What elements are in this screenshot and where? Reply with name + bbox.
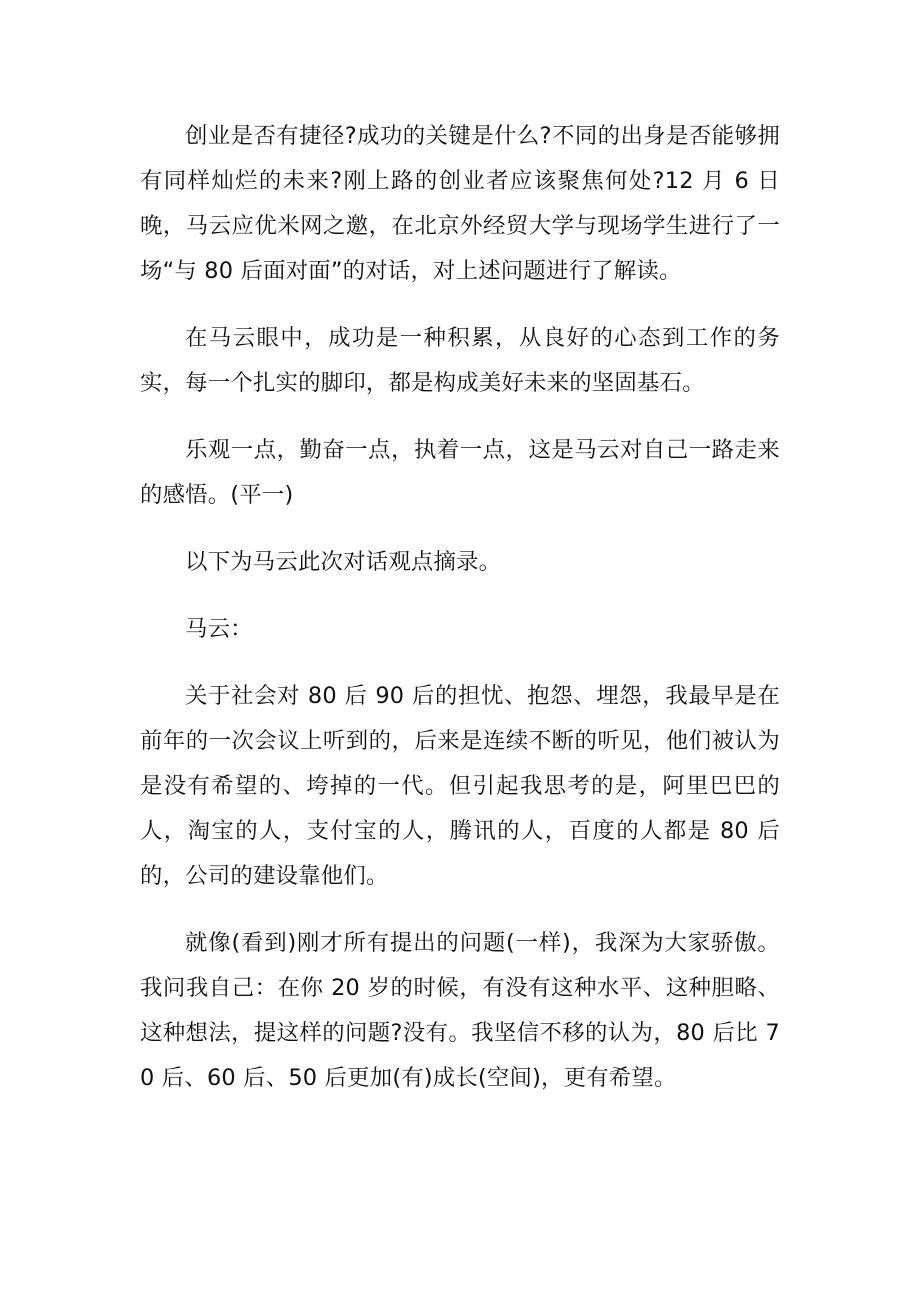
paragraph-insight: 乐观一点，勤奋一点，执着一点，这是马云对自己一路走来的感悟。(平一) — [140, 437, 780, 508]
speaker-label: 马云： — [185, 616, 253, 642]
paragraph-80s-concern: 关于社会对 80 后 90 后的担忧、抱怨、埋怨，我最早是在前年的一次会议上听到的，后来是连续不断的听见，他们被认为是没有希望的、垮掉的一代。但引起我思考的是，阿里巴巴的人，淘宝的人，支付宝的人，腾讯的人，百度的人都是 80 后的，公司的建设靠他们。 — [140, 683, 780, 889]
document-page — [140, 114, 780, 1123]
paragraph-intro: 创业是否有捷径?成功的关键是什么?不同的出身是否能够拥有同样灿烂的未来?刚上路的创业者应该聚焦何处?12 月 6 日晚，马云应优米网之邀，在北京外经贸大学与现场学生进行了一场“与 80 后面对面”的对话，对上述问题进行了解读。 — [140, 123, 780, 284]
paragraph-success-view: 在马云眼中，成功是一种积累，从良好的心态到工作的务实，每一个扎实的脚印，都是构成美好未来的坚固基石。 — [140, 325, 780, 396]
paragraph-excerpt-intro: 以下为马云此次对话观点摘录。 — [185, 549, 502, 575]
paragraph-pride: 就像(看到)刚才所有提出的问题(一样)，我深为大家骄傲。我问我自己：在你 20 岁的时候，有没有这种水平、这种胆略、这种想法，提这样的问题?没有。我坚信不移的认为，80 后比 70 后、60 后、50 后更加(有)成长(空间)，更有希望。 — [140, 930, 780, 1091]
